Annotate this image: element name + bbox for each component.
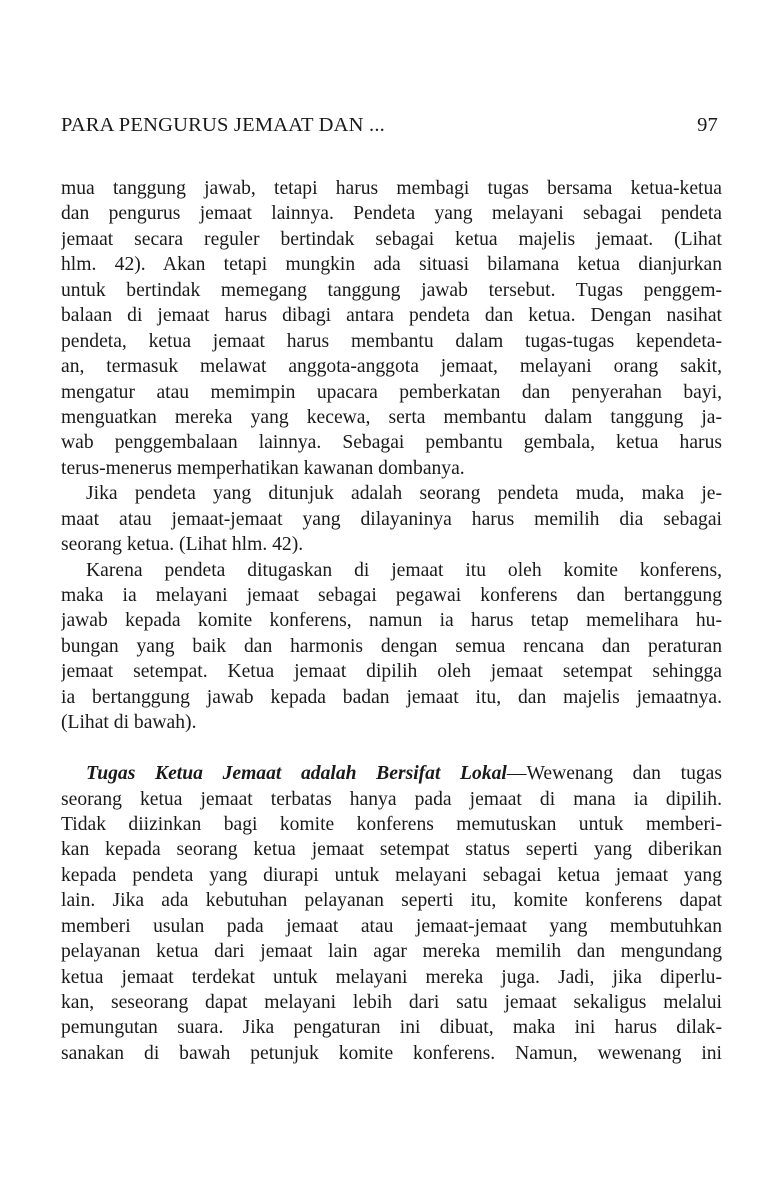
document-page xyxy=(61,0,722,1200)
text-line: sanakan di bawah petunjuk komite konferens. Namun, wewenang ini xyxy=(61,1042,722,1064)
text-line: hlm. 42). Akan tetapi mungkin ada situasi bilamana ketua dianjurkan xyxy=(61,254,722,276)
text-line: mua tanggung jawab, tetapi harus membagi tugas bersama ketua-ketua xyxy=(61,178,722,199)
text-line: seorang ketua. (Lihat hlm. 42). xyxy=(61,534,304,556)
text-line: untuk bertindak memegang tanggung jawab tersebut. Tugas penggem- xyxy=(61,279,722,301)
text-line: dan pengurus jemaat lainnya. Pendeta yang melayani sebagai pendeta xyxy=(61,203,722,225)
text-line: pelayanan ketua dari jemaat lain agar mereka memilih dan mengundang xyxy=(61,941,722,963)
text-line: seorang ketua jemaat terbatas hanya pada jemaat di mana ia dipilih. xyxy=(61,788,722,810)
text-line: an, termasuk melawat anggota-anggota jemaat, melayani orang sakit, xyxy=(61,356,722,378)
text-line: mengatur atau memimpin upacara pemberkatan dan penyerahan bayi, xyxy=(61,381,722,403)
text-line: terus-menerus memperhatikan kawanan dombanya. xyxy=(61,457,465,479)
paragraph xyxy=(61,558,722,736)
paragraph xyxy=(61,176,722,481)
text-line: balaan di jemaat harus dibagi antara pendeta dan ketua. Dengan nasihat xyxy=(61,305,722,327)
text-line: jemaat setempat. Ketua jemaat dipilih oleh jemaat setempat sehingga xyxy=(61,661,722,683)
text-line: pemungutan suara. Jika pengaturan ini dibuat, maka ini harus dilak- xyxy=(61,1017,722,1039)
text-line: bungan yang baik dan harmonis dengan semua rencana dan peraturan xyxy=(61,635,722,657)
text-line: Karena pendeta ditugaskan di jemaat itu oleh komite konferens, xyxy=(86,559,722,581)
section-heading: Tugas Ketua Jemaat adalah Bersifat Lokal xyxy=(86,763,507,785)
body-text xyxy=(61,176,722,1066)
text-line: maat atau jemaat-jemaat yang dilayaninya harus memilih dia sebagai xyxy=(61,508,722,530)
running-head-title: PARA PENGURUS JEMAAT DAN ... xyxy=(61,114,385,136)
text-line: pendeta, ketua jemaat harus membantu dalam tugas-tugas kependeta- xyxy=(61,330,722,352)
text-line: Jika pendeta yang ditunjuk adalah seorang pendeta muda, maka je- xyxy=(86,483,722,505)
text-line: kan kepada seorang ketua jemaat setempat status seperti yang diberikan xyxy=(61,839,722,861)
text-line: ketua jemaat terdekat untuk melayani mereka juga. Jadi, jika diperlu- xyxy=(61,966,722,988)
text-line: memberi usulan pada jemaat atau jemaat-jemaat yang membutuhkan xyxy=(61,915,722,937)
text-line: jemaat secara reguler bertindak sebagai ketua majelis jemaat. (Lihat xyxy=(61,228,722,250)
text-line: wab penggembalaan lainnya. Sebagai pembantu gembala, ketua harus xyxy=(61,432,722,454)
section-paragraph xyxy=(61,761,722,1066)
text-line: menguatkan mereka yang kecewa, serta membantu dalam tanggung ja- xyxy=(61,406,722,428)
page-number: 97 xyxy=(697,114,718,136)
text-line: jawab kepada komite konferens, namun ia harus tetap memelihara hu- xyxy=(61,610,722,632)
text-line: (Lihat di bawah). xyxy=(61,712,197,734)
text-line: kan, seseorang dapat melayani lebih dari satu jemaat sekaligus melalui xyxy=(61,992,722,1013)
paragraph xyxy=(61,481,722,557)
paragraph-spacer xyxy=(61,736,722,761)
text-line: ia bertanggung jawab kepada badan jemaat itu, dan majelis jemaatnya. xyxy=(61,686,722,708)
text-line xyxy=(61,761,722,786)
section-first-line-text: —Wewenang dan tugas xyxy=(506,763,722,785)
running-head xyxy=(61,114,722,144)
text-line: maka ia melayani jemaat sebagai pegawai konferens dan bertanggung xyxy=(61,585,722,606)
text-line: Tidak diizinkan bagi komite konferens memutuskan untuk memberi- xyxy=(61,813,722,835)
text-line: lain. Jika ada kebutuhan pelayanan seperti itu, komite konferens dapat xyxy=(61,890,722,912)
text-line: kepada pendeta yang diurapi untuk melayani sebagai ketua jemaat yang xyxy=(61,864,722,886)
